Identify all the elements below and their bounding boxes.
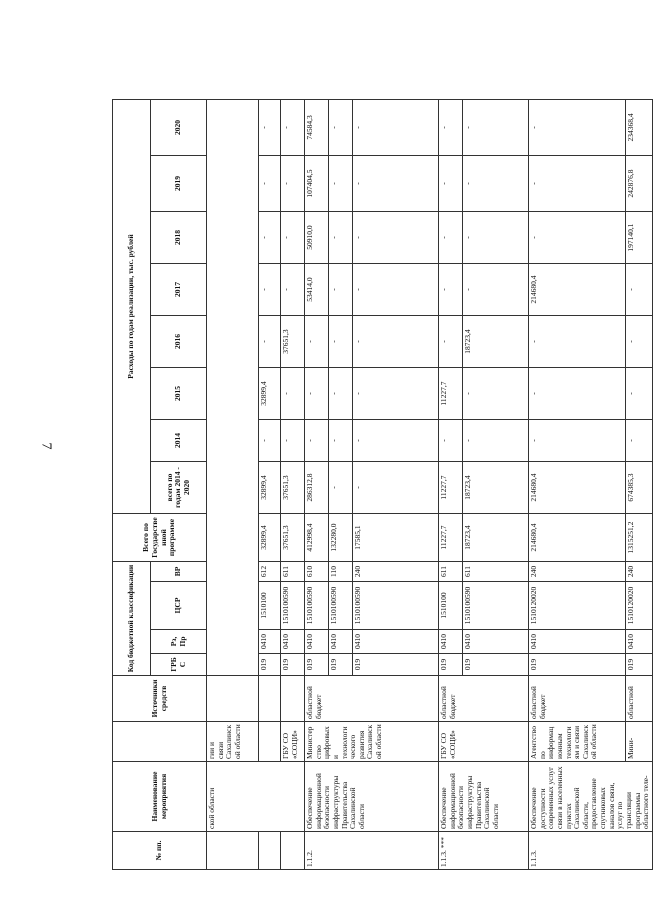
cell-vr: 240 <box>626 562 652 582</box>
cell-rzpr: 0410 <box>329 630 353 654</box>
cell-2018: 50910,0 <box>305 212 329 264</box>
cell-2014: - <box>626 420 652 462</box>
cell-grbs: 019 <box>626 654 652 676</box>
cell-source <box>207 676 259 722</box>
cell-2016: - <box>529 316 626 368</box>
cell-2018: - <box>259 212 281 264</box>
header-total-years: всего по годам 2014 - 2020 <box>151 462 207 514</box>
cell-2017: - <box>353 264 439 316</box>
cell-2017: - <box>329 264 353 316</box>
cell-vr: 110 <box>329 562 353 582</box>
cell-2020: - <box>439 99 463 155</box>
cell-2014: - <box>463 420 529 462</box>
cell-total-gp: 17585,1 <box>353 514 439 562</box>
cell-rzpr: 0410 <box>281 630 305 654</box>
cell-2019: - <box>463 156 529 212</box>
header-2014: 2014 <box>151 420 207 462</box>
cell-2016: 37651,3 <box>281 316 305 368</box>
cell-csr: 1510100 <box>439 582 463 630</box>
cell-rzpr: 0410 <box>463 630 529 654</box>
cell-rzpr: 0410 <box>529 630 626 654</box>
cell-2017: 214680,4 <box>529 264 626 316</box>
cell-2015: - <box>305 368 329 420</box>
cell-2019: 107404,5 <box>305 156 329 212</box>
cell-source: областной бюджет <box>529 676 626 722</box>
cell-vr: 610 <box>305 562 329 582</box>
cell-vr: 240 <box>353 562 439 582</box>
cell-2015: - <box>281 368 305 420</box>
table-row <box>439 99 463 869</box>
cell-2020: - <box>259 99 281 155</box>
header-2015: 2015 <box>151 368 207 420</box>
header-num: № пп. <box>113 832 207 870</box>
cell-executor: Агентство по информационным технологиям и связи Сахалинской области <box>529 722 626 762</box>
cell-2020: - <box>353 99 439 155</box>
cell-source: областной <box>626 676 652 722</box>
cell-total: 674385,3 <box>626 462 652 514</box>
cell-2014: - <box>529 420 626 462</box>
cell-2020: 74584,3 <box>305 99 329 155</box>
header-budget-code: Код бюджетной классификации <box>113 562 151 676</box>
cell-csr: 1510120020 <box>529 582 626 630</box>
cell-executor: Мини- <box>626 722 652 762</box>
cell-csr: 1510100590 <box>329 582 353 630</box>
cell-2019: - <box>353 156 439 212</box>
cell-num <box>207 832 259 870</box>
cell-executor: ГБУ СО «СОЦИ» <box>439 722 529 762</box>
cell-total: 37651,3 <box>281 462 305 514</box>
cell-total-gp: 132280,0 <box>329 514 353 562</box>
cell-rzpr: 0410 <box>626 630 652 654</box>
cell-2018: - <box>329 212 353 264</box>
cell-2017: - <box>259 264 281 316</box>
cell-2017: - <box>439 264 463 316</box>
cell-total: 18723,4 <box>463 462 529 514</box>
cell-name: Обеспечение информационной безопасности инфраструктуры Правительства Сахалинской области <box>305 762 439 832</box>
header-csr: ЦСР <box>151 582 207 630</box>
cell-2014: - <box>353 420 439 462</box>
cell-total: 214680,4 <box>529 462 626 514</box>
cell-rzpr: 0410 <box>439 630 463 654</box>
cell-num: 1.1.2. <box>305 832 439 870</box>
cell-csr: 1510100590 <box>305 582 329 630</box>
cell-2014: - <box>329 420 353 462</box>
table-row <box>259 99 281 869</box>
table-row <box>207 99 259 869</box>
cell-2017: - <box>463 264 529 316</box>
cell-total: 286312,8 <box>305 462 329 514</box>
cell-grbs: 019 <box>329 654 353 676</box>
cell-total: - <box>353 462 439 514</box>
cell-num <box>259 832 281 870</box>
header-expenses: Расходы по годам реализации, тыс. рублей <box>113 99 151 513</box>
cell-2015: 32899,4 <box>259 368 281 420</box>
cell-total-gp: 1315251,2 <box>626 514 652 562</box>
page-number: 7 <box>38 442 54 450</box>
cell-2018: - <box>353 212 439 264</box>
cell-vr: 611 <box>439 562 463 582</box>
cell-2014: - <box>305 420 329 462</box>
cell-name: Обеспечение доступности современных услуг связи в населенных пунктах Сахалинской области, предоставление спутниковых каналов связи, услуг по трансляции программы областного теле- <box>529 762 653 832</box>
header-name: Наименование мероприятия <box>113 762 207 832</box>
cell-grbs: 019 <box>305 654 329 676</box>
cell-2016: - <box>626 316 652 368</box>
cell-total: 32899,4 <box>259 462 281 514</box>
cell-empty <box>207 99 259 675</box>
header-grbs: ГРБС <box>151 654 207 676</box>
cell-csr: 1510100590 <box>353 582 439 630</box>
cell-rzpr: 0410 <box>353 630 439 654</box>
header-source: Источники средств <box>113 676 207 722</box>
cell-2018: 197140,1 <box>626 212 652 264</box>
cell-2018: - <box>529 212 626 264</box>
header-2019: 2019 <box>151 156 207 212</box>
cell-total-gp: 37651,3 <box>281 514 305 562</box>
cell-2020: 234368,4 <box>626 99 652 155</box>
cell-total-gp: 214680,4 <box>529 514 626 562</box>
cell-2018: - <box>439 212 463 264</box>
cell-2018: - <box>281 212 305 264</box>
rotated-table-wrapper <box>112 100 651 870</box>
cell-num: 1.1.3. *** <box>439 832 529 870</box>
cell-csr: 1510100590 <box>463 582 529 630</box>
cell-executor <box>259 722 281 762</box>
cell-grbs: 019 <box>353 654 439 676</box>
cell-2015: - <box>626 368 652 420</box>
cell-total-gp: 11227,7 <box>439 514 463 562</box>
table-row <box>281 99 305 869</box>
header-2018: 2018 <box>151 212 207 264</box>
cell-executor: гии и связи Сахалинской области <box>207 722 259 762</box>
budget-table <box>112 99 653 870</box>
cell-vr: 611 <box>463 562 529 582</box>
cell-2019: - <box>329 156 353 212</box>
cell-source: областной бюджет <box>439 676 529 722</box>
cell-2016: 18723,4 <box>463 316 529 368</box>
cell-source <box>259 676 281 722</box>
cell-executor: Министерство цифровых и технологического развития Сахалинской области <box>305 722 439 762</box>
cell-grbs: 019 <box>259 654 281 676</box>
table-row <box>529 99 626 869</box>
cell-2020: - <box>281 99 305 155</box>
cell-2016: - <box>259 316 281 368</box>
header-2017: 2017 <box>151 264 207 316</box>
cell-source: областной бюджет <box>305 676 439 722</box>
cell-2016: - <box>353 316 439 368</box>
cell-name: Обеспечение информационной безопасности инфраструктуры Правительства Сахалинской области <box>439 762 529 832</box>
cell-2014: - <box>439 420 463 462</box>
cell-2019: - <box>281 156 305 212</box>
header-2020: 2020 <box>151 99 207 155</box>
cell-2015: - <box>529 368 626 420</box>
cell-source <box>281 676 305 722</box>
header-rzpr: Рз, Пр <box>151 630 207 654</box>
cell-executor: ГБУ СО «СОЦИ» <box>281 722 305 762</box>
header-vr: ВР <box>151 562 207 582</box>
cell-2019: - <box>259 156 281 212</box>
cell-2015: - <box>463 368 529 420</box>
cell-2019: 242876,8 <box>626 156 652 212</box>
cell-grbs: 019 <box>463 654 529 676</box>
cell-csr: 1510120020 <box>626 582 652 630</box>
table-row <box>305 99 329 869</box>
cell-2016: - <box>439 316 463 368</box>
cell-2018: - <box>463 212 529 264</box>
cell-2020: - <box>463 99 529 155</box>
cell-num <box>281 832 305 870</box>
cell-2017: 53414,0 <box>305 264 329 316</box>
header-row-1 <box>113 99 151 869</box>
cell-2015: 11227,7 <box>439 368 463 420</box>
cell-total-gp: 18723,4 <box>463 514 529 562</box>
cell-2019: - <box>439 156 463 212</box>
cell-csr: 1510100590 <box>281 582 305 630</box>
cell-2016: - <box>329 316 353 368</box>
cell-vr: 611 <box>281 562 305 582</box>
cell-2016: - <box>305 316 329 368</box>
cell-2015: - <box>329 368 353 420</box>
cell-grbs: 019 <box>281 654 305 676</box>
table-row <box>626 99 652 869</box>
cell-2014: - <box>281 420 305 462</box>
cell-csr: 1510100 <box>259 582 281 630</box>
header-total-gp: Всего по Государственной программе <box>113 514 207 562</box>
cell-2017: - <box>626 264 652 316</box>
cell-vr: 240 <box>529 562 626 582</box>
cell-num: 1.1.3. <box>529 832 653 870</box>
cell-2015: - <box>353 368 439 420</box>
cell-total-gp: 32899,4 <box>259 514 281 562</box>
cell-2020: - <box>529 99 626 155</box>
cell-2017: - <box>281 264 305 316</box>
cell-total-gp: 412998,4 <box>305 514 329 562</box>
cell-rzpr: 0410 <box>259 630 281 654</box>
cell-vr: 612 <box>259 562 281 582</box>
cell-total: - <box>329 462 353 514</box>
cell-2020: - <box>329 99 353 155</box>
cell-name: ской области <box>207 762 305 832</box>
header-2016: 2016 <box>151 316 207 368</box>
cell-grbs: 019 <box>439 654 463 676</box>
cell-rzpr: 0410 <box>305 630 329 654</box>
cell-grbs: 019 <box>529 654 626 676</box>
cell-2019: - <box>529 156 626 212</box>
header-executor <box>113 722 207 762</box>
cell-2014: - <box>259 420 281 462</box>
cell-total: 11227,7 <box>439 462 463 514</box>
